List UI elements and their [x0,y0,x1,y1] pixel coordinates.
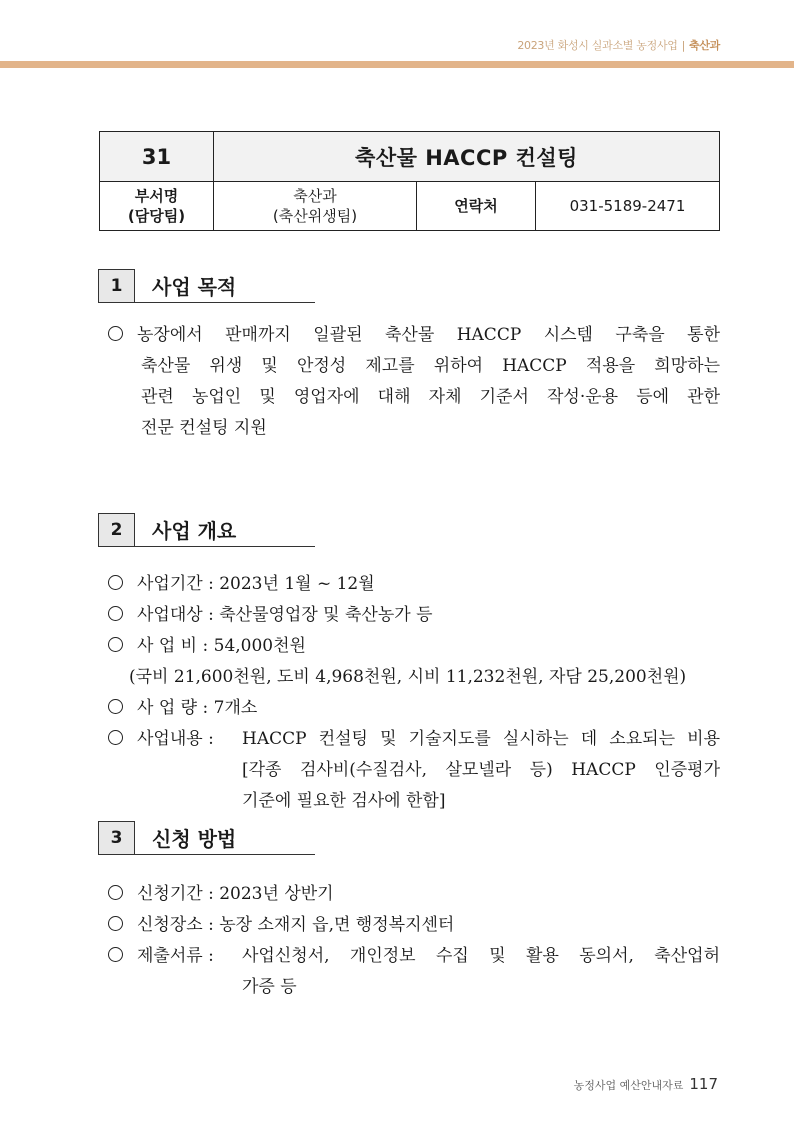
section-title: 신청 방법 [152,827,237,851]
docs-line: 가증 등 [242,977,297,997]
page-header [517,37,720,53]
circle-bullet-icon [108,916,123,931]
list-item: 사 업 비 : 54,000천원 [108,631,306,656]
purpose-line: 농장에서 판매까지 일괄된 축산물 HACCP 시스템 구축을 통한 [108,320,720,351]
circle-bullet-icon [108,699,123,714]
footer-label: 농정사업 예산안내자료 [573,1079,684,1092]
circle-bullet-icon [108,730,123,745]
list-item: 제출서류 : [108,941,214,966]
info-table [99,131,720,231]
circle-bullet-icon [108,947,123,962]
circle-bullet-icon [108,575,123,590]
project-number: 31 [100,132,214,182]
purpose-line: 관련 농업인 및 영업자에 대해 자체 기준서 작성·운용 등에 관한 [141,387,720,407]
dept-label-line1: 부서명 [134,187,179,205]
circle-bullet-icon [108,637,123,652]
list-item: 사 업 량 : 7개소 [108,693,257,718]
header-separator: | [681,39,686,52]
purpose-line: 전문 컨설팅 지원 [141,418,267,438]
section-underline [135,854,315,855]
list-item: 사업내용 : [108,724,214,749]
cost-breakdown: (국비 21,600천원, 도비 4,968천원, 시비 11,232천원, 자담 25,200천원) [129,667,687,687]
section-number: 3 [98,821,135,855]
circle-bullet-icon [108,326,123,341]
contact-value: 031-5189-2471 [536,182,720,231]
section-number: 2 [98,513,135,547]
page-footer [574,1075,718,1093]
purpose-line: 축산물 위생 및 안정성 제고를 위하여 HACCP 적용을 희망하는 [141,356,720,376]
dept-value-line1: 축산과 [293,187,337,205]
header-bar [0,61,794,68]
content-line: 기준에 필요한 검사에 한함] [242,791,446,811]
project-title: 축산물 HACCP 컨설팅 [214,132,720,182]
page-number: 117 [689,1075,718,1093]
dept-value-line2: (축산위생팀) [272,207,358,225]
list-item: 신청기간 : 2023년 상반기 [108,879,334,904]
header-dept: 축산과 [689,39,720,52]
list-item: 사업대상 : 축산물영업장 및 축산농가 등 [108,600,433,625]
docs-line: 사업신청서, 개인정보 수집 및 활용 동의서, 축산업허 [242,946,720,966]
list-item: 신청장소 : 농장 소재지 읍,면 행정복지센터 [108,910,454,935]
section-underline [135,546,315,547]
dept-label [100,182,214,231]
section-title: 사업 개요 [152,519,237,543]
contact-label: 연락처 [417,182,536,231]
content-line: [각종 검사비(수질검사, 살모넬라 등) HACCP 인증평가 [242,760,720,780]
section-number: 1 [98,269,135,303]
content-line: HACCP 컨설팅 및 기술지도를 실시하는 데 소요되는 비용 [242,729,720,749]
circle-bullet-icon [108,606,123,621]
header-title: 2023년 화성시 실과소별 농정사업 [517,39,678,52]
section-underline [135,302,315,303]
section-title: 사업 목적 [152,275,237,299]
dept-value [214,182,417,231]
list-item: 사업기간 : 2023년 1월 ~ 12월 [108,569,375,594]
circle-bullet-icon [108,885,123,900]
dept-label-line2: (담당팀) [127,207,186,225]
purpose-paragraph [108,320,720,444]
